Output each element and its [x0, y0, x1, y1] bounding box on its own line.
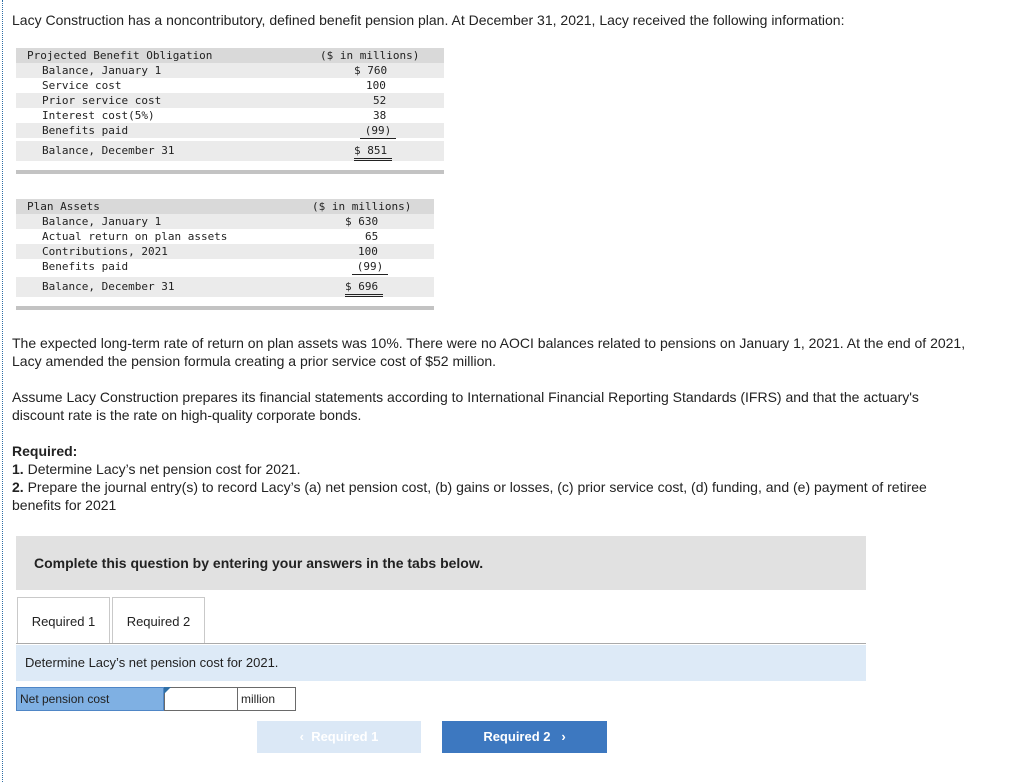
tab-required-1[interactable]: Required 1: [17, 597, 110, 644]
pbo-row-label: Interest cost(5%): [42, 109, 155, 122]
chevron-left-icon: ‹: [299, 729, 304, 744]
paragraph-ifrs-assumption: Assume Lacy Construction prepares its financial statements according to International Financial Reporting Standards (IFRS) and that the actuary's discount rate is the rate on high-quality corporate bonds.: [12, 389, 919, 423]
prev-required-button[interactable]: [257, 721, 421, 753]
required-item-1-number: 1.: [12, 461, 24, 477]
frame-left-border: [2, 0, 3, 782]
pbo-row-value: $ 851: [354, 143, 392, 161]
paragraph-return-assumption: The expected long-term rate of return on plan assets was 10%. There were no AOCI balances related to pensions on January 1, 2021. At the end of 2021, Lacy amended the pension formula creating a prior service cost of $52 million.: [12, 335, 966, 369]
net-pension-cost-unit: million: [238, 687, 296, 711]
net-pension-cost-label: Net pension cost: [16, 687, 164, 711]
pbo-row-value: 52: [373, 94, 387, 107]
pbo-row-value: (99): [360, 123, 396, 139]
pbo-units: ($ in millions): [320, 49, 420, 62]
intro-text: Lacy Construction has a noncontributory, defined benefit pension plan. At December 31, 2021, Lacy received the following information:: [12, 12, 845, 28]
pbo-row-label: Balance, January 1: [42, 64, 162, 77]
chevron-right-icon: ›: [561, 729, 566, 744]
pbo-row-label: Prior service cost: [42, 94, 162, 107]
required-section: [12, 442, 972, 514]
assets-header-label: Plan Assets: [27, 200, 100, 213]
pbo-row-value: $ 760: [354, 64, 388, 77]
assets-row-value: 65: [365, 230, 379, 243]
pbo-header-label: Projected Benefit Obligation: [27, 49, 213, 62]
tab-required-2[interactable]: Required 2: [112, 597, 205, 644]
required-item-1-text: Determine Lacy’s net pension cost for 2021.: [27, 461, 301, 477]
required-title: Required:: [12, 443, 78, 459]
assets-row-label: Contributions, 2021: [42, 245, 168, 258]
required-item-2-text: Prepare the journal entry(s) to record Lacy’s (a) net pension cost, (b) gains or losses, (c) prior service cost, (d) funding, and (e) payment of retiree benefits for 2021: [12, 479, 927, 513]
pbo-row-value: 38: [373, 109, 387, 122]
pbo-row-label: Balance, December 31: [42, 144, 175, 157]
next-button-label: Required 2: [483, 729, 551, 744]
assets-row-value: (99): [352, 259, 388, 275]
prev-button-label: Required 1: [311, 729, 379, 744]
pbo-table-bottom-rule: [16, 170, 444, 174]
input-corner-marker-icon: [164, 687, 171, 694]
assets-row-label: Balance, December 31: [42, 280, 175, 293]
assets-row-label: Benefits paid: [42, 260, 129, 273]
assets-units: ($ in millions): [312, 200, 412, 213]
assets-row-value: $ 696: [345, 279, 383, 297]
question-prompt: Determine Lacy’s net pension cost for 2021.: [16, 645, 866, 681]
required-item-2-number: 2.: [12, 479, 24, 495]
tab-divider: [16, 643, 866, 644]
assets-table-bottom-rule: [16, 306, 434, 310]
required-item-2: [12, 478, 972, 514]
pbo-row-value: 100: [366, 79, 386, 92]
assets-row-value: $ 630: [345, 215, 379, 228]
required-item-1: [12, 460, 972, 478]
assets-row-label: Balance, January 1: [42, 215, 162, 228]
pbo-row-label: Service cost: [42, 79, 122, 92]
instruction-bar: Complete this question by entering your answers in the tabs below.: [16, 536, 866, 590]
net-pension-cost-input[interactable]: [164, 687, 238, 711]
next-required-button[interactable]: [442, 721, 607, 753]
assets-row-label: Actual return on plan assets: [42, 230, 228, 243]
assets-row-value: 100: [358, 245, 378, 258]
pbo-row-label: Benefits paid: [42, 124, 129, 137]
